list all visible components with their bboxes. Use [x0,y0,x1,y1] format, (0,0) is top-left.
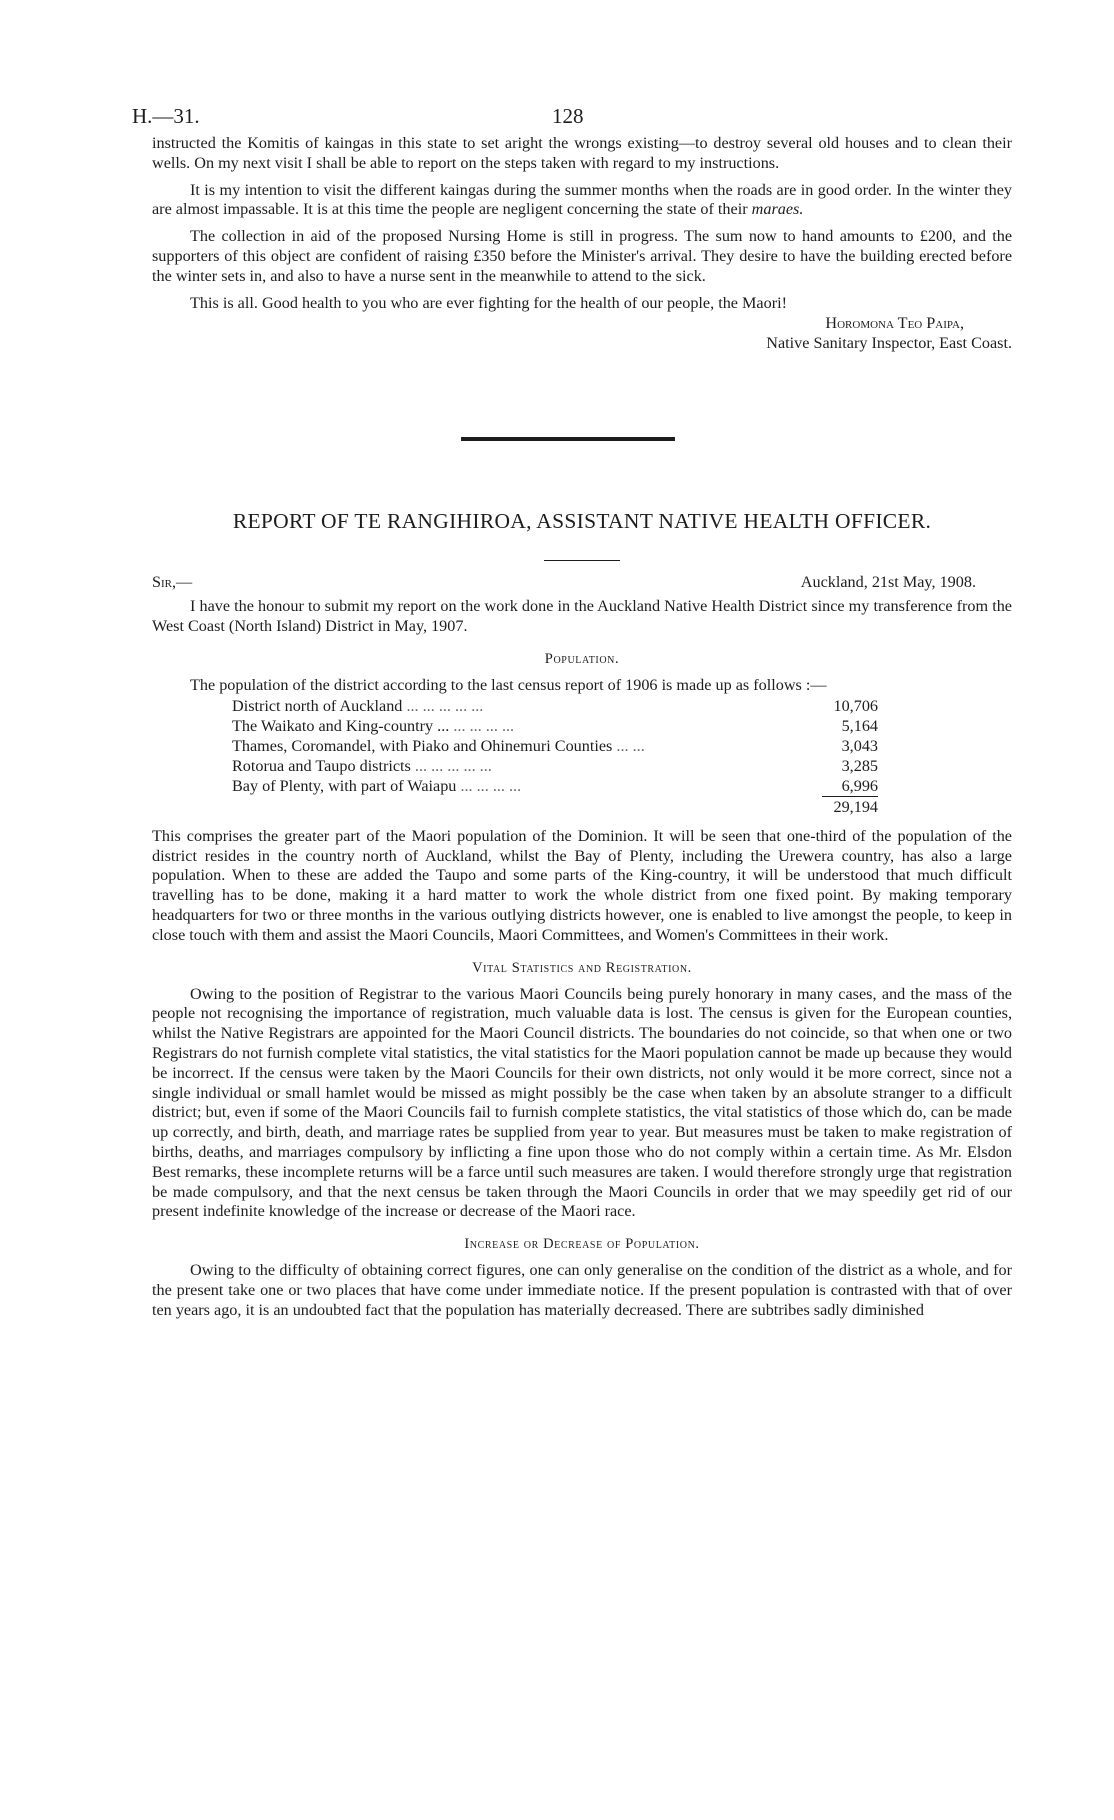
increase-decrease-heading: Increase or Decrease of Population. [464,1236,700,1253]
intro-paragraph-2 [152,181,1012,221]
row-dots: ... ... ... ... ... [414,756,492,775]
row-label: Rotorua and Taupo districts [232,756,411,775]
population-intro: The population of the district according to the last census report of 1906 is made up as follows :— [190,675,827,694]
document-code: H.—31. [132,104,200,128]
row-dots: ... ... ... ... ... [406,696,484,715]
table-row [232,716,878,736]
row-value: 3,285 [841,756,878,775]
row-value: 10,706 [833,696,878,715]
document-page [132,104,1012,1321]
increase-decrease-text: Owing to the difficulty of obtaining correct figures, one can only generalise on the condition of the district as a whole, and for the present take one or two places that have come under immediate notice. If the present population is contrasted with that of over ten years ago, it is an undoubted fact that the population has materially decreased. There are subtribes sadly diminished [152,1261,1012,1319]
table-total-row [232,796,878,817]
row-label: The Waikato and King-country ... [232,716,450,735]
page-number: 128 [552,104,584,128]
report-date: Auckland, 21st May, 1908. [800,573,976,592]
intro-paragraph-1: instructed the Komitis of kaingas in this state to set aright the wrongs existing—to destroy several old houses and to clean their wells. On my next visit I shall be able to report on the steps taken with regard to my instructions. [152,134,1012,172]
row-value: 5,164 [841,716,878,735]
vital-statistics-text: Owing to the position of Registrar to the various Maori Councils being purely honorary in many cases, and the mass of the people not recognising the importance of registration, much valuable data is lost. The census is given for the European counties, whilst the Native Registrars are appointed for the Maori Council districts. The boundaries do not coincide, so that when one or two Registrars do not furnish complete vital statistics, the vital statistics for the Maori population cannot be made up because they would be incorrect. If the census were taken by the Maori Councils for their own districts, not only would it be more correct, since not a single individual or small hamlet would be missed as might possibly be the case when taken by an absolute stranger to a difficult district; but, even if some of the Maori Councils fail to furnish complete statistics, the vital statistics of those which do, can be made up correctly, and birth, death, and marriage rates be supplied from year to year. But measures must be taken to make registration of births, deaths, and marriages compulsory by inflicting a fine upon those who do not comply within a certain time. As Mr. Elsdon Best remarks, these incomplete returns will be a farce until such measures are taken. I would therefore strongly urge that registration be made compulsory, and that the next census be taken through the Maori Councils in order that we may speedily get rid of our present indefinite knowledge of the increase or decrease of the Maori race. [152,984,1012,1221]
row-value: 3,043 [841,736,878,755]
row-label: District north of Auckland [232,696,403,715]
population-heading: Population. [544,650,620,667]
intro-paragraph-2-text: It is my intention to visit the different kaingas during the summer months when the roads are in good order. In the winter they are almost impassable. It is at this time the people are negligent concerning the state of their [152,180,1012,219]
total-rule [822,796,878,797]
page-header [132,104,1012,134]
row-label: Thames, Coromandel, with Piako and Ohinemuri Counties [232,736,613,755]
row-value: 6,996 [841,776,878,795]
signature-block [152,313,1012,353]
table-row [232,776,878,796]
intro-paragraph-3: The collection in aid of the proposed Nursing Home is still in progress. The sum now to hand amounts to £200, and the supporters of this object are confident of raising £350 before the Minister's arrival. They desire to have the building erected before the winter sets in, and also to have a nurse sent in the meanwhile to attend to the sick. [152,227,1012,285]
vital-statistics-heading: Vital Statistics and Registration. [472,959,692,976]
salutation: Sir,— [152,573,193,592]
row-dots: ... ... ... ... [460,776,522,795]
population-total: 29,194 [833,797,878,816]
table-row [232,736,878,756]
signature-name: Horomona Teo Paipa, [825,314,964,333]
report-opening: I have the honour to submit my report on the work done in the Auckland Native Health District since my transference from the West Coast (North Island) District in May, 1907. [152,597,1012,636]
population-table [232,696,878,817]
title-rule [544,560,620,561]
intro-paragraph-4: This is all. Good health to you who are ever fighting for the health of our people, the Maori! [190,293,787,312]
row-dots: ... ... ... ... [453,716,515,735]
maraes-word: maraes. [751,200,804,219]
population-discussion: This comprises the greater part of the Maori population of the Dominion. It will be seen that one-third of the population of the district resides in the country north of Auckland, whilst the Bay of Plenty, including the Urewera country, has also a large population. When to these are added the Taupo and some parts of the King-country, it will be understood that much difficult travelling has to be done, making it a hard matter to work the whole district from one fixed point. By making temporary headquarters for two or three months in the various outlying districts however, one is enabled to live amongst the people, to keep in close touch with them and assist the Maori Councils, Maori Committees, and Women's Committees in their work. [152,826,1012,944]
salutation-row [152,573,1012,597]
table-row [232,696,878,716]
report-title: REPORT OF TE RANGIHIROA, ASSISTANT NATIVE HEALTH OFFICER. [232,509,932,534]
row-dots: ... ... [616,736,645,755]
row-label: Bay of Plenty, with part of Waiapu [232,776,457,795]
table-row [232,756,878,776]
section-divider [461,437,675,441]
signature-role: Native Sanitary Inspector, East Coast. [766,334,1012,353]
